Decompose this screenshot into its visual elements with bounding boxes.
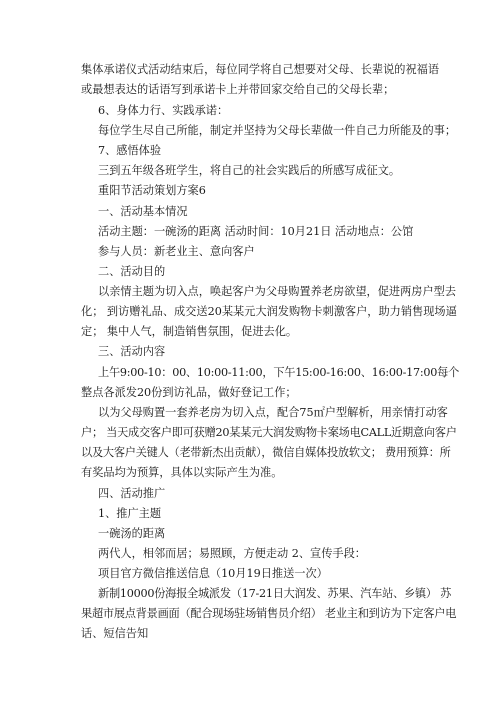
section-item: 7、感悟体验 — [98, 144, 162, 157]
paragraph-line: 新制10000份海报全城派发（17-21日大润发、苏果、汽车站、乡镇） 苏 — [98, 587, 452, 600]
paragraph-line: 有奖品均为预算，具体以实际产生为准。 — [81, 466, 283, 479]
paragraph-line: 上午9:00-10：00、10:00-11:00，下午15:00-16:00、16:00-17:00每个 — [98, 366, 460, 379]
section-item: 6、身体力行、实践承诺： — [98, 104, 229, 117]
section-heading: 一、活动基本情况 — [98, 205, 188, 218]
paragraph-line: 每位学生尽自己所能，制定并坚持为父母长辈做一件自己力所能及的事； — [98, 124, 457, 137]
paragraph-line: 定； 集中人气，制造销售氛围，促进去化。 — [81, 325, 298, 338]
paragraph-line: 项目官方微信推送信息（10月19日推送一次） — [98, 567, 328, 580]
paragraph-line: 三到五年级各班学生，将自己的社会实践后的所感写成征文。 — [98, 164, 401, 177]
paragraph-line: 或最想表达的话语写到承诺卡上并带回家交给自己的父母长辈； — [81, 83, 395, 96]
paragraph-line: 户； 当天成交客户即可获赠20某某元大润发购物卡案场电CALL近期意向客户 — [81, 426, 457, 439]
paragraph-line: 以为父母购置一套养老房为切入点，配合75㎡户型解析，用亲情打动客 — [98, 406, 448, 419]
paragraph-line: 果超市展点背景画面（配合现场驻场销售员介绍） 老业主和到访为下定客户电 — [81, 607, 457, 620]
paragraph-line: 参与人员：新老业主、意向客户 — [98, 245, 255, 258]
section-item: 1、推广主题 — [98, 507, 162, 520]
section-heading: 二、活动目的 — [98, 265, 166, 278]
section-title: 重阳节活动策划方案6 — [98, 184, 206, 197]
paragraph-line: 以及大客户关键人（老带新杰出贡献），微信自媒体投放软文； 费用预算：所 — [81, 446, 451, 459]
paragraph-line: 活动主题：一碗汤的距离 活动时间：10月21日 活动地点：公馆 — [98, 225, 414, 238]
paragraph-line: 话、短信告知 — [81, 627, 149, 640]
section-heading: 四、活动推广 — [98, 487, 166, 500]
paragraph-line: 整点各派发20份到访礼品，做好登记工作； — [81, 386, 297, 399]
section-heading: 三、活动内容 — [98, 345, 166, 358]
paragraph-line: 集体承诺仪式活动结束后，每位同学将自己想要对父母、长辈说的祝福语 — [81, 63, 440, 76]
paragraph-line: 一碗汤的距离 — [98, 527, 166, 540]
paragraph-line: 两代人，相邻而居；易照顾，方便走动 2、宣传手段： — [98, 547, 366, 560]
paragraph-line: 以亲情主题为切入点，唤起客户为父母购置养老房欲望，促进两房户型去 — [98, 285, 457, 298]
paragraph-line: 化； 到访赠礼品、成交送20某某元大润发购物卡刺激客户，助力销售现场逼 — [81, 305, 457, 318]
